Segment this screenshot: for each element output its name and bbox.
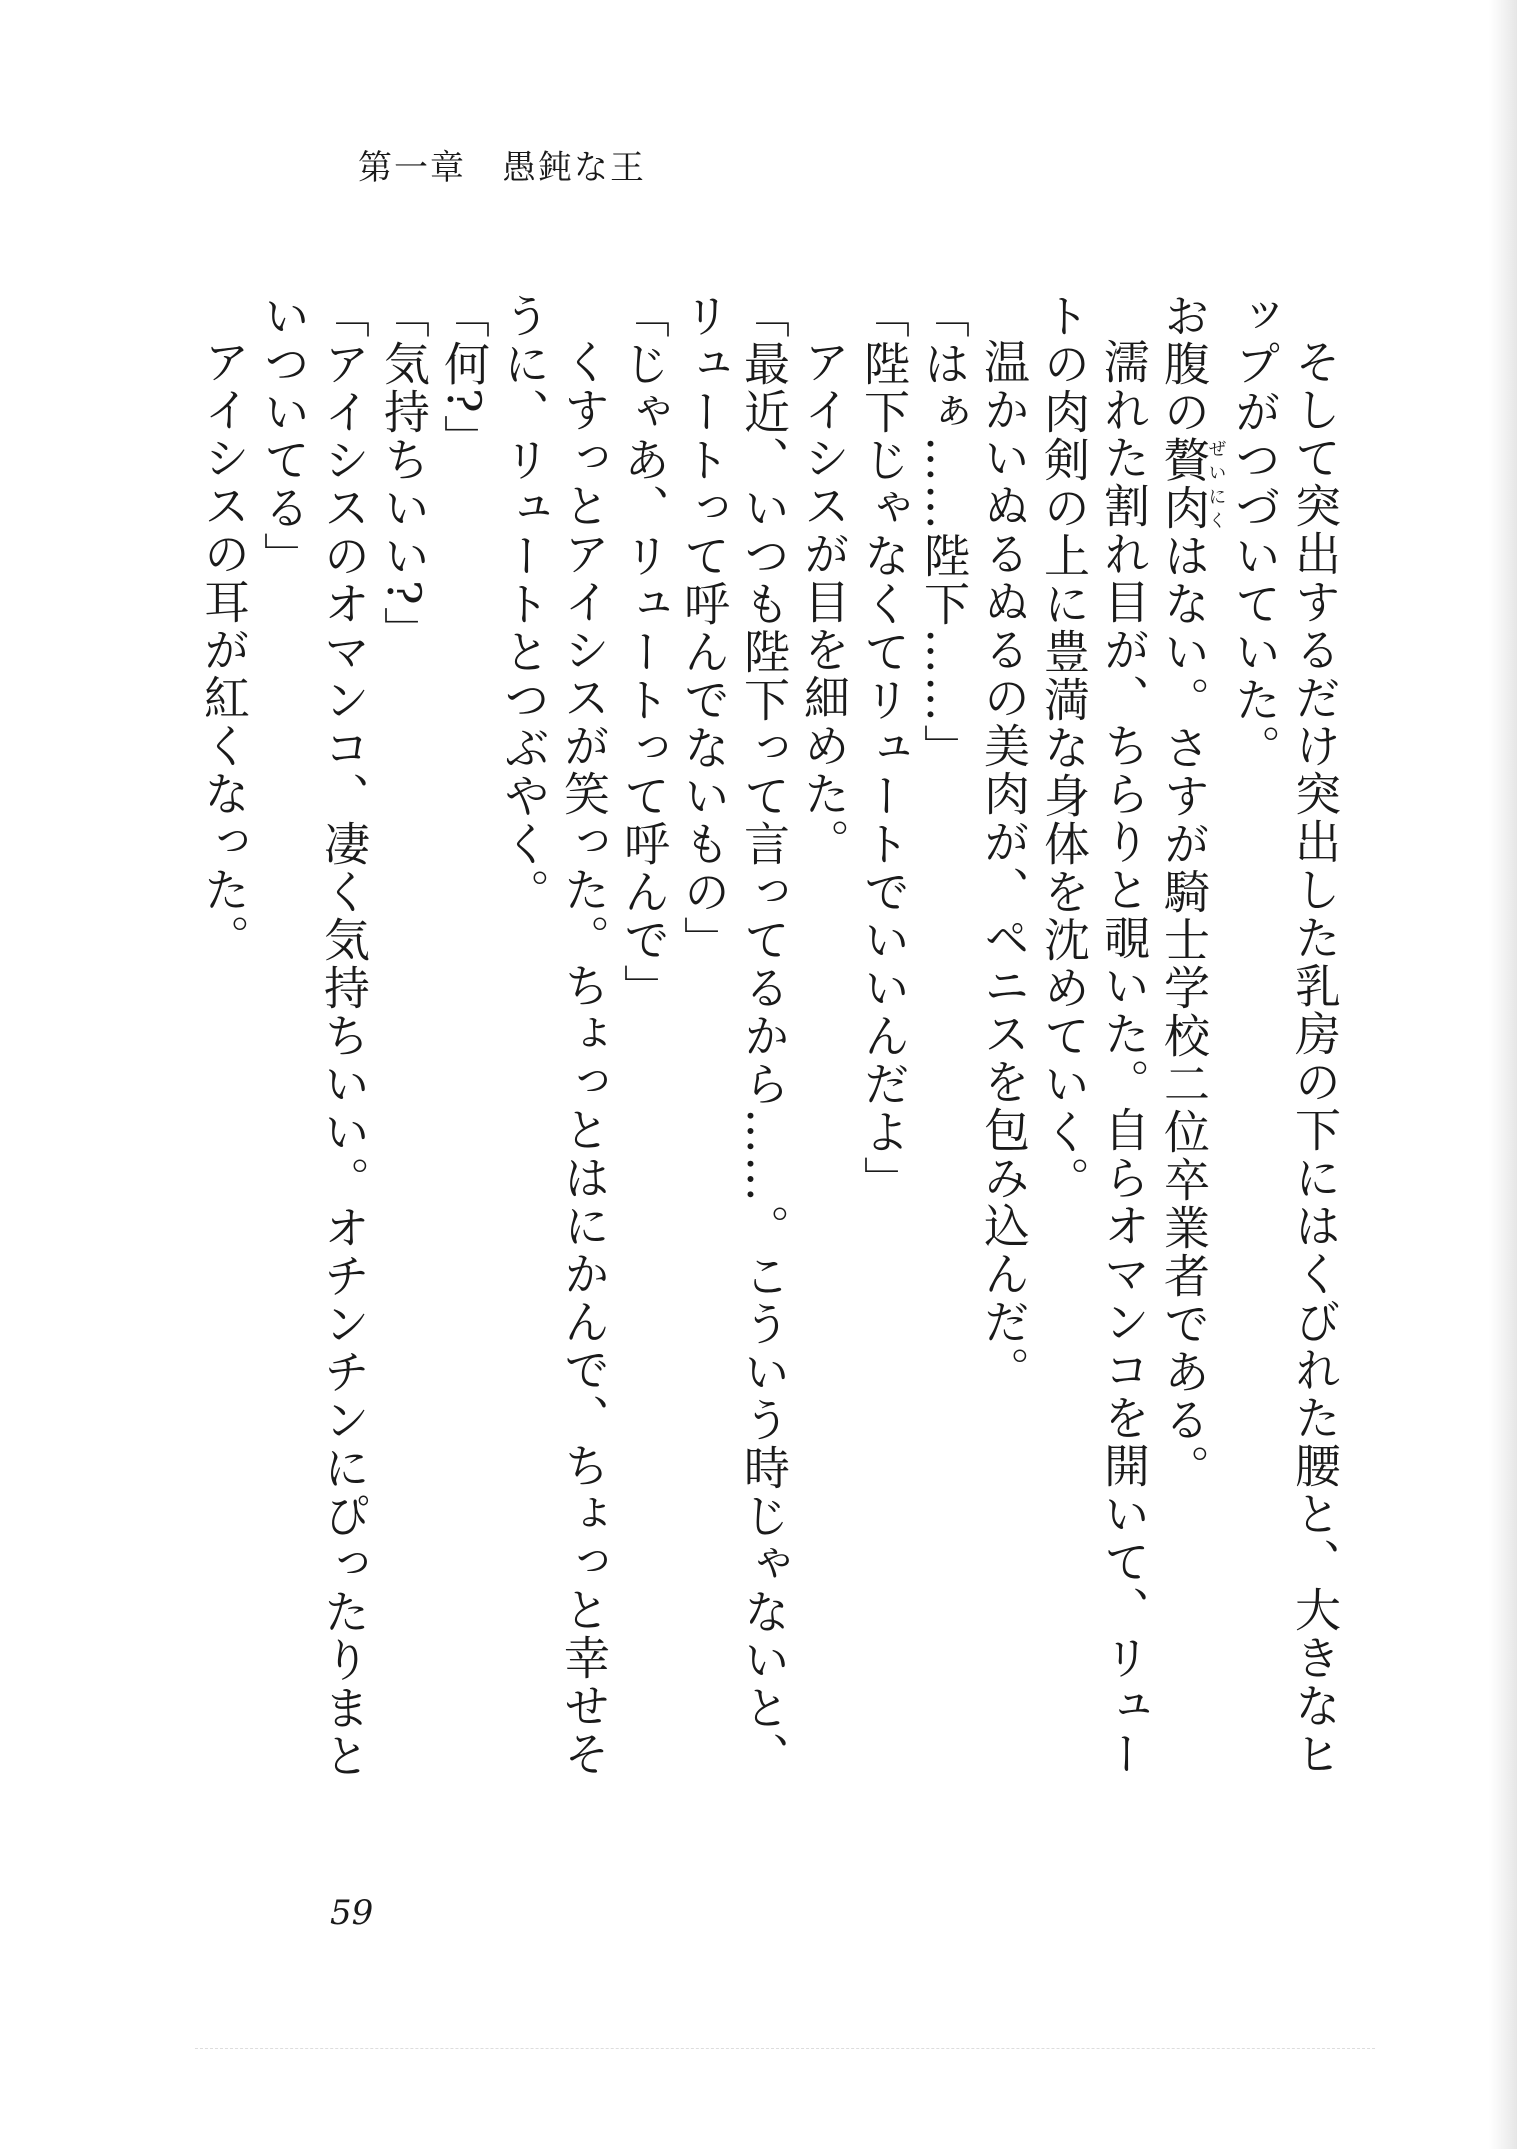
dialogue-line: 「気持ちいい?」 — [377, 292, 431, 655]
ruby-base: 贅肉 — [1157, 436, 1211, 532]
body-text — [197, 292, 1345, 1812]
dialogue-line: 「何?」 — [437, 292, 491, 463]
page-edge — [1489, 0, 1517, 2149]
chapter-number: 第一章 — [358, 148, 466, 188]
scan-artifact-line — [195, 2048, 1375, 2049]
ruby-reading: ぜいにく — [1205, 436, 1227, 532]
paragraph: アイシスが目を細めた。 — [797, 338, 851, 866]
paragraph-ruby — [1154, 292, 1225, 1812]
ruby-trail-text: はない。さすが騎士学校二位卒業者である。 — [1157, 532, 1211, 1492]
dialogue-line: 「アイシスのオマンコ、凄く気持ちいい。オチンチンにぴったりまといついてる」 — [257, 292, 371, 1780]
dialogue-line: 「じゃあ、リュートって呼んで」 — [617, 292, 671, 1012]
paragraph: アイシスの耳が紅くなった。 — [197, 338, 251, 962]
paragraph: 濡れた割れ目が、ちらりと覗いた。自らオマンコを開いて、リュートの肉剣の上に豊満な身体を沈めていく。 — [1037, 292, 1151, 1778]
page-number: 59 — [330, 1893, 374, 1933]
paragraph: 温かいぬるぬるの美肉が、ペニスを包み込んだ。 — [977, 338, 1031, 1394]
paragraph: そして突出するだけ突出した乳房の下にはくびれた腰と、大きなヒップがつづいていた。 — [1228, 292, 1342, 1778]
ruby-lead-text: お腹の — [1157, 292, 1211, 436]
dialogue-line: 「はぁ……陛下……」 — [917, 292, 971, 772]
chapter-title: 愚鈍な王 — [502, 148, 646, 188]
running-head — [358, 140, 646, 189]
dialogue-line: 「陛下じゃなくてリュートでいいんだよ」 — [857, 292, 911, 1204]
ruby-annotation — [1157, 436, 1227, 532]
dialogue-line: 「最近、いつも陛下って言ってるから……。こういう時じゃないと、リュートって呼んでないもの」 — [677, 292, 791, 1780]
paragraph: くすっとアイシスが笑った。ちょっとはにかんで、ちょっと幸せそうに、リュートとつぶやく。 — [497, 292, 611, 1778]
